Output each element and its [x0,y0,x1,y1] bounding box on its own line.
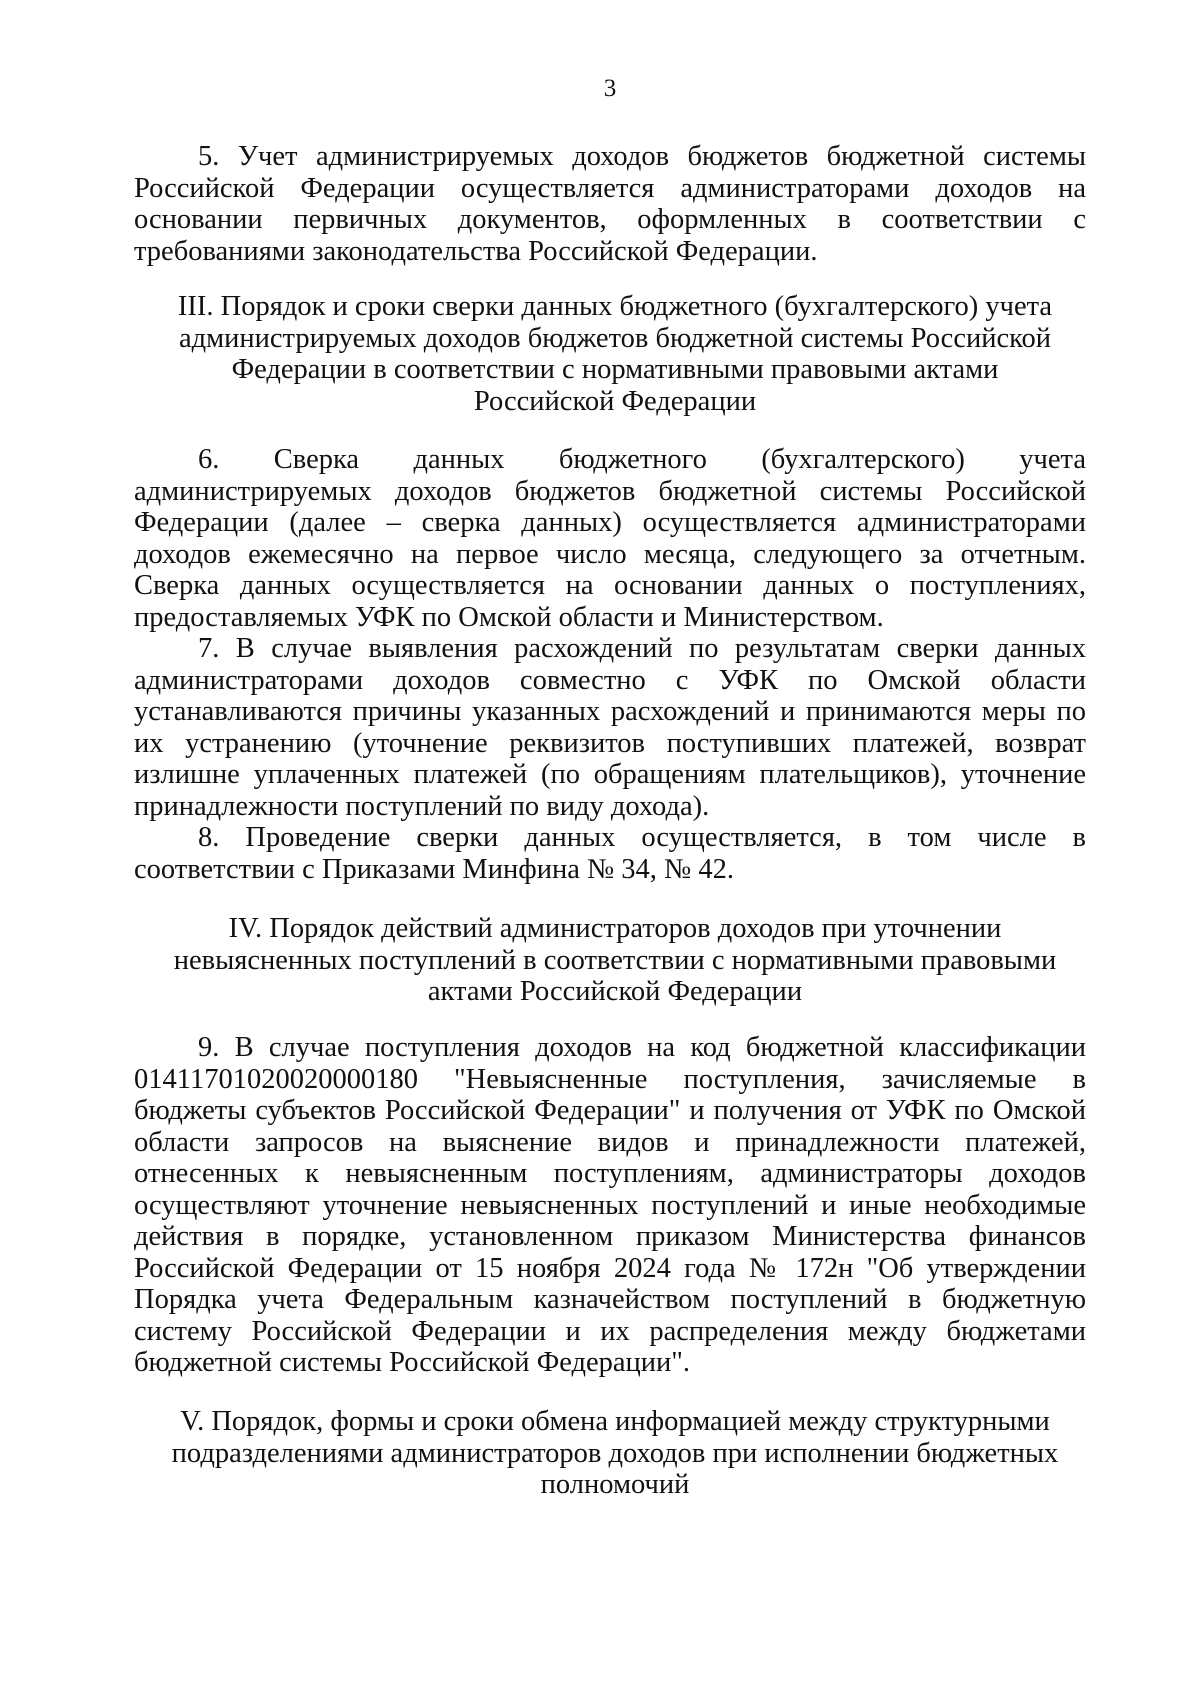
section-4-heading-line: актами Российской Федерации [427,976,803,1007]
section-3-heading-line: Российской Федерации [473,385,757,417]
section-3-heading-line: администрируемых доходов бюджетов бюджетной системы Российской [178,322,1052,354]
section-4-heading-line: IV. Порядок действий администраторов доходов при уточнении [228,913,1002,944]
paragraph-6: 6. Сверка данных бюджетного (бухгалтерского) учета администрируемых доходов бюджетов бюджетной системы Российской Федерации (далее – сверка данных) осуществляется администраторами доходов ежемесячно на первое число месяца, следующего за отчетным. Сверка данных осуществляется на основании данных о поступлениях, предоставляемых УФК по Омской области и Министерством. [134,444,1086,633]
section-3-heading [150,291,1080,417]
paragraph-9: 9. В случае поступления доходов на код бюджетной классификации 01411701020020000180 "Невыясненные поступления, зачисляемые в бюджеты субъектов Российской Федерации" и получения от УФК по Омской области запросов на выяснение видов и принадлежности платежей, отнесенных к невыясненным поступлениям, администраторы доходов осуществляют уточнение невыясненных поступлений и иные необходимые действия в порядке, установленном приказом Министерства финансов Российской Федерации от 15 ноября 2024 года № 172н "Об утверждении Порядка учета Федеральным казначейством поступлений в бюджетную систему Российской Федерации и их распределения между бюджетами бюджетной системы Российской Федерации". [134,1032,1086,1378]
page-number: 3 [603,75,617,102]
paragraph-5: 5. Учет администрируемых доходов бюджетов бюджетной системы Российской Федерации осуществляется администраторами доходов на основании первичных документов, оформленных в соответствии с требованиями законодательства Российской Федерации. [134,141,1086,267]
section-3-heading-line: Федерации в соответствии с нормативными правовыми актами [231,354,999,385]
section-5-heading-line: подразделениями администраторов доходов при исполнении бюджетных [171,1437,1059,1469]
section-4-body [134,1032,1086,1379]
section-4-heading [150,913,1080,1008]
paragraph-7: 7. В случае выявления расхождений по результатам сверки данных администраторами доходов совместно с УФК по Омской области устанавливаются причины указанных расхождений и принимаются меры по их устранению (уточнение реквизитов поступивших платежей, возврат излишне уплаченных платежей (по обращениям плательщиков), уточнение принадлежности поступлений по виду дохода). [134,633,1086,822]
section-3-body [134,444,1086,885]
paragraph-5-block [134,141,1086,267]
section-4-heading-line: невыясненных поступлений в соответствии с нормативными правовыми [173,944,1057,976]
section-5-heading-line: V. Порядок, формы и сроки обмена информацией между структурными [180,1406,1050,1437]
section-5-heading-line: полномочий [540,1469,690,1500]
section-5-heading [150,1406,1080,1501]
section-3-heading-line: III. Порядок и сроки сверки данных бюджетного (бухгалтерского) учета [177,291,1053,322]
paragraph-8: 8. Проведение сверки данных осуществляется, в том числе в соответствии с Приказами Минфина № 34, № 42. [134,822,1086,885]
